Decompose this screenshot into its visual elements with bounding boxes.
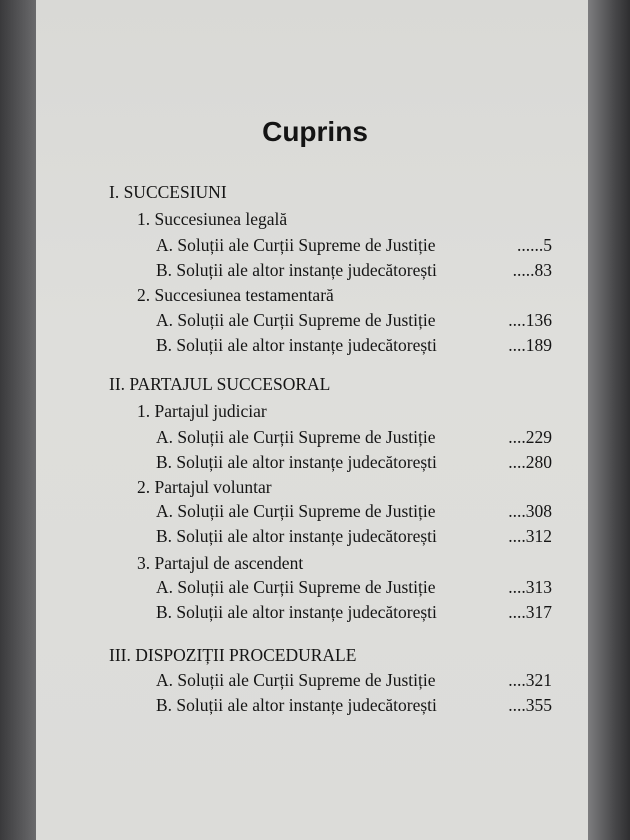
toc-entry-label: A. Soluții ale Curții Supreme de Justiție	[156, 310, 436, 330]
toc-entry-label: B. Soluții ale altor instanțe judecătorești	[156, 335, 437, 355]
toc-entry-page: ....189	[508, 335, 552, 355]
toc-entry	[156, 501, 552, 522]
toc-entry-page: ....308	[508, 501, 552, 521]
section-heading: II. PARTAJUL SUCCESORAL	[109, 374, 331, 394]
toc-entry-page: ....313	[508, 577, 552, 597]
section-heading: I. SUCCESIUNI	[109, 182, 227, 202]
subsection-heading: 3. Partajul de ascendent	[137, 553, 304, 573]
subsection-heading: 2. Partajul voluntar	[137, 477, 272, 497]
toc-entry-label: A. Soluții ale Curții Supreme de Justiție	[156, 501, 436, 521]
toc-entry-page: ....321	[508, 670, 552, 690]
toc-entry	[156, 335, 552, 356]
toc-entry-page: ....136	[508, 310, 552, 330]
subsection-heading: 2. Succesiunea testamentară	[137, 285, 334, 305]
toc-entry-page: ....317	[508, 602, 552, 622]
toc-entry	[156, 526, 552, 547]
page-title: Cuprins	[262, 116, 368, 147]
toc-entry	[156, 670, 552, 691]
toc-entry	[156, 452, 552, 473]
toc-entry	[156, 260, 552, 281]
toc-entry	[156, 310, 552, 331]
toc-entry-page: .....83	[512, 260, 552, 280]
toc-entry-label: B. Soluții ale altor instanțe judecătorești	[156, 260, 437, 280]
toc-entry-page: ....280	[508, 452, 552, 472]
toc-entry-label: A. Soluții ale Curții Supreme de Justiție	[156, 577, 436, 597]
toc-entry-page: ....312	[508, 526, 552, 546]
toc-entry-page: ....355	[508, 695, 552, 715]
toc-entry	[156, 577, 552, 598]
toc-entry-label: B. Soluții ale altor instanțe judecătorești	[156, 695, 437, 715]
subsection-heading: 1. Succesiunea legală	[137, 209, 288, 229]
toc-entry	[156, 695, 552, 716]
toc-entry	[156, 602, 552, 623]
toc-entry-label: A. Soluții ale Curții Supreme de Justiție	[156, 670, 436, 690]
toc-entry-page: ......5	[517, 235, 552, 255]
toc-entry	[156, 235, 552, 256]
toc-entry-label: B. Soluții ale altor instanțe judecătorești	[156, 452, 437, 472]
toc-entry	[156, 427, 552, 448]
section-heading: III. DISPOZIȚII PROCEDURALE	[109, 645, 357, 665]
toc-entry-label: A. Soluții ale Curții Supreme de Justiție	[156, 235, 436, 255]
toc-entry-page: ....229	[508, 427, 552, 447]
toc-entry-label: B. Soluții ale altor instanțe judecătorești	[156, 526, 437, 546]
toc-entry-label: A. Soluții ale Curții Supreme de Justiție	[156, 427, 436, 447]
toc-entry-label: B. Soluții ale altor instanțe judecătorești	[156, 602, 437, 622]
subsection-heading: 1. Partajul judiciar	[137, 401, 267, 421]
